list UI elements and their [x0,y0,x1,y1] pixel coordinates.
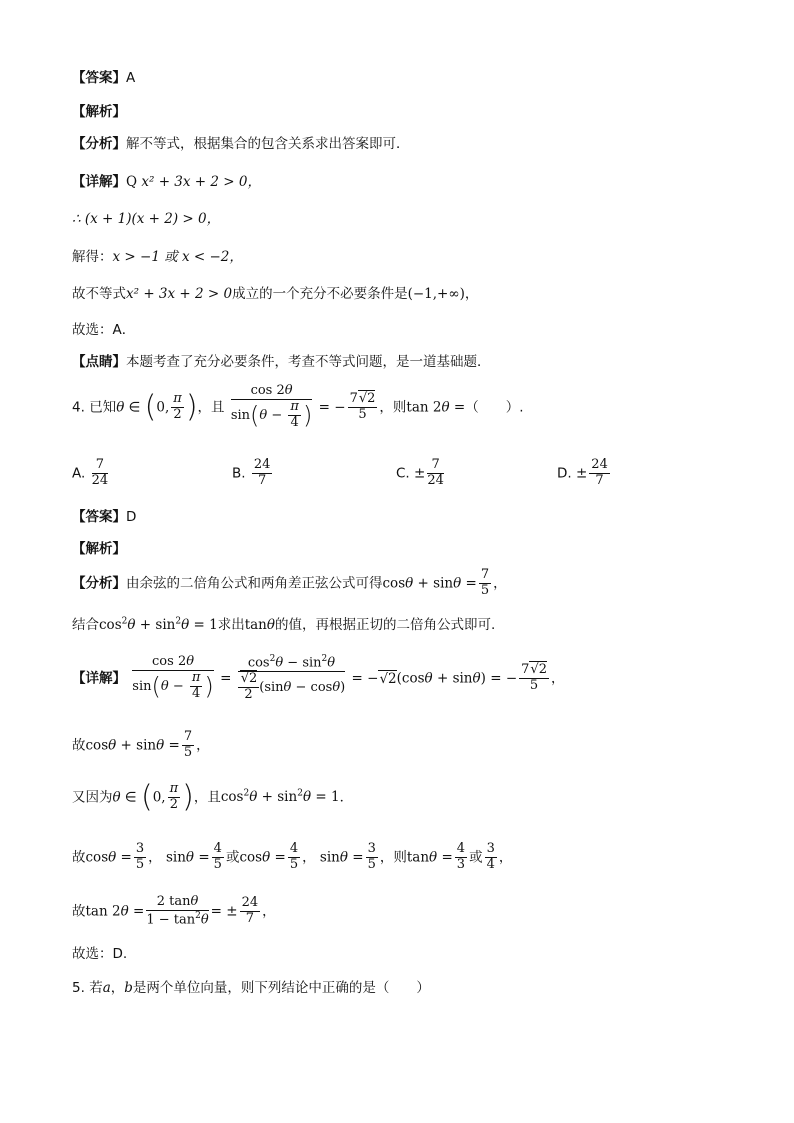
step4-mid: 成立的一个充分不必要条件是 [232,286,408,302]
q4-also-label: 又因为 [72,789,113,806]
step2: ∴ (x + 1)(x + 2) > 0， [72,211,221,227]
option-c-label: C. [396,465,410,482]
because-symbol: Q [126,174,138,190]
option-c-prefix: ± [414,465,426,482]
option-a-num: 7 [92,458,109,474]
option-d-num: 24 [591,457,608,472]
q4-values-label: 故 [72,849,86,866]
option-d[interactable] [557,458,612,489]
option-a[interactable] [72,458,110,489]
option-b-num: 24 [253,457,271,472]
q4-detail-tag: 【详解】 [72,670,126,687]
step3-label: 解得： [72,249,113,265]
q4-fenxi-text: 由余弦的二倍角公式和两角差正弦公式可得 [126,575,383,592]
q4-analysis-tag: 【解析】 [72,541,126,557]
q5-number: 5. [72,980,85,996]
q4-number: 4. [72,399,85,416]
q5-text-post: 是两个单位向量，则下列结论中正确的是（ ） [132,980,430,996]
analysis-tag: 【解析】 [72,104,126,120]
answer-tag: 【答案】 [72,70,126,86]
option-d-label: D. [557,465,572,482]
option-d-prefix: ± [575,465,588,482]
option-c[interactable] [396,458,446,489]
vector-b: b [124,980,133,996]
q4-answer-line [72,505,136,525]
q4-detail-line: 【详解】 cos 2θ sin(θ − $\frac{\pi}{4}$ ) = $\cos^2\theta - \sin^2\theta$ $\frac{√2}{2}$ (sinθ − cosθ) = −√2(cosθ + sinθ) = − $\frac{7√2}{5}$ ， [72,654,565,703]
q4-fenxi-tag: 【分析】 [72,575,126,592]
q4-also-line: 又因为θ ∈ (0, $\frac{\pi}{2}$ )，且$\cos^2\theta + \sin^2\theta = 1$． [72,779,354,815]
option-b-den: 7 [257,472,267,488]
q5-text-pre: 若 [89,980,103,996]
option-b-label: B. [232,465,246,482]
q4-values-line: 故cosθ = $\frac{3}{5}$ ， sinθ = $\frac{4}{5}$ 或cosθ = $\frac{4}{5}$ ， sinθ = $\frac{3}{5}$ ，则tanθ = $\frac{4}{3}$ 或 $\frac{3}{4}$ ， [72,841,513,872]
q4-fenxi2-post: 求出 [217,617,245,633]
q4-choose: 故选：D. [72,946,128,962]
q4-so-line: 故cosθ + sinθ = $\frac{7}{5}$ ， [72,729,210,760]
q4-also-mid: ，且 [193,789,221,806]
option-c-num: 7 [427,458,444,474]
fenxi-text: 解不等式，根据集合的包含关系求出答案即可． [126,136,410,152]
step4-pre: 故不等式 [72,286,126,302]
option-b[interactable] [232,458,274,489]
answer-line [72,66,135,86]
step4-end: ， [464,286,479,302]
q4-then: 则 [393,849,407,866]
q5-stem: 5. 若a，b是两个单位向量，则下列结论中正确的是（ ） [72,980,430,996]
q4-or-1: 或 [225,849,240,866]
step4-set: (−1,+∞) [407,286,465,302]
fenxi-line [72,132,410,152]
q4-stem: 4. 已知θ ∈ (0, $\frac{\pi}{2}$ )，且 cos 2θ sin(θ − $\frac{\pi}{4}$ ) = − $\frac{7√2}{5}$ ，则tan 2θ =（ ）. [72,383,524,430]
q4-tan2-line: 故tan 2θ = $\frac{2 \tan\theta}{1 - \tan^2\theta}$ = ± $\frac{24}{7}$ ， [72,894,276,928]
step3 [72,245,243,265]
comment-tag: 【点睛】 [72,354,126,370]
comment-text: 本题考查了充分必要条件，考查不等式问题，是一道基础题． [126,354,491,370]
q4-or-2: 或 [469,849,483,866]
vector-a: a [102,980,111,996]
step4 [72,282,478,302]
q4-stem-mid: ，且 [197,399,225,416]
option-c-den: 24 [427,472,444,488]
detail-line [72,170,261,190]
q4-stem-pre: 已知 [89,399,117,416]
detail-tag: 【详解】 [72,174,126,190]
q4-fenxi2-end: 的值，再根据正切的二倍角公式即可. [275,617,496,633]
q4-fenxi2-pre: 结合 [72,617,99,633]
answer-value: A [126,70,136,86]
q4-answer-value: D [126,509,137,525]
q4-stem-tail: （ ）. [465,399,524,416]
q4-fenxi2-line: 结合$\cos^2\theta + \sin^2\theta = 1$求出tanθ的值，再根据正切的二倍角公式即可. [72,616,496,633]
q4-tan2-label: 故 [72,903,86,920]
option-a-den: 24 [91,472,109,488]
comment-line [72,350,491,370]
q4-stem-post: ，则 [379,399,407,416]
step3-text: x > −1 或 x < −2， [112,249,243,265]
q4-so-label: 故 [72,737,86,754]
step1-ineq: x² + 3x + 2 > 0， [141,174,261,190]
q4-answer-tag: 【答案】 [72,509,126,525]
fenxi-tag: 【分析】 [72,136,126,152]
q3-choose: 故选：A． [72,322,136,338]
option-a-label: A. [72,465,86,482]
q4-fenxi-line: 【分析】由余弦的二倍角公式和两角差正弦公式可得cosθ + sinθ = $\frac{7}{5}$ ， [72,567,507,598]
option-d-den: 7 [595,472,604,488]
step4-ineq: x² + 3x + 2 > 0 [126,286,233,302]
